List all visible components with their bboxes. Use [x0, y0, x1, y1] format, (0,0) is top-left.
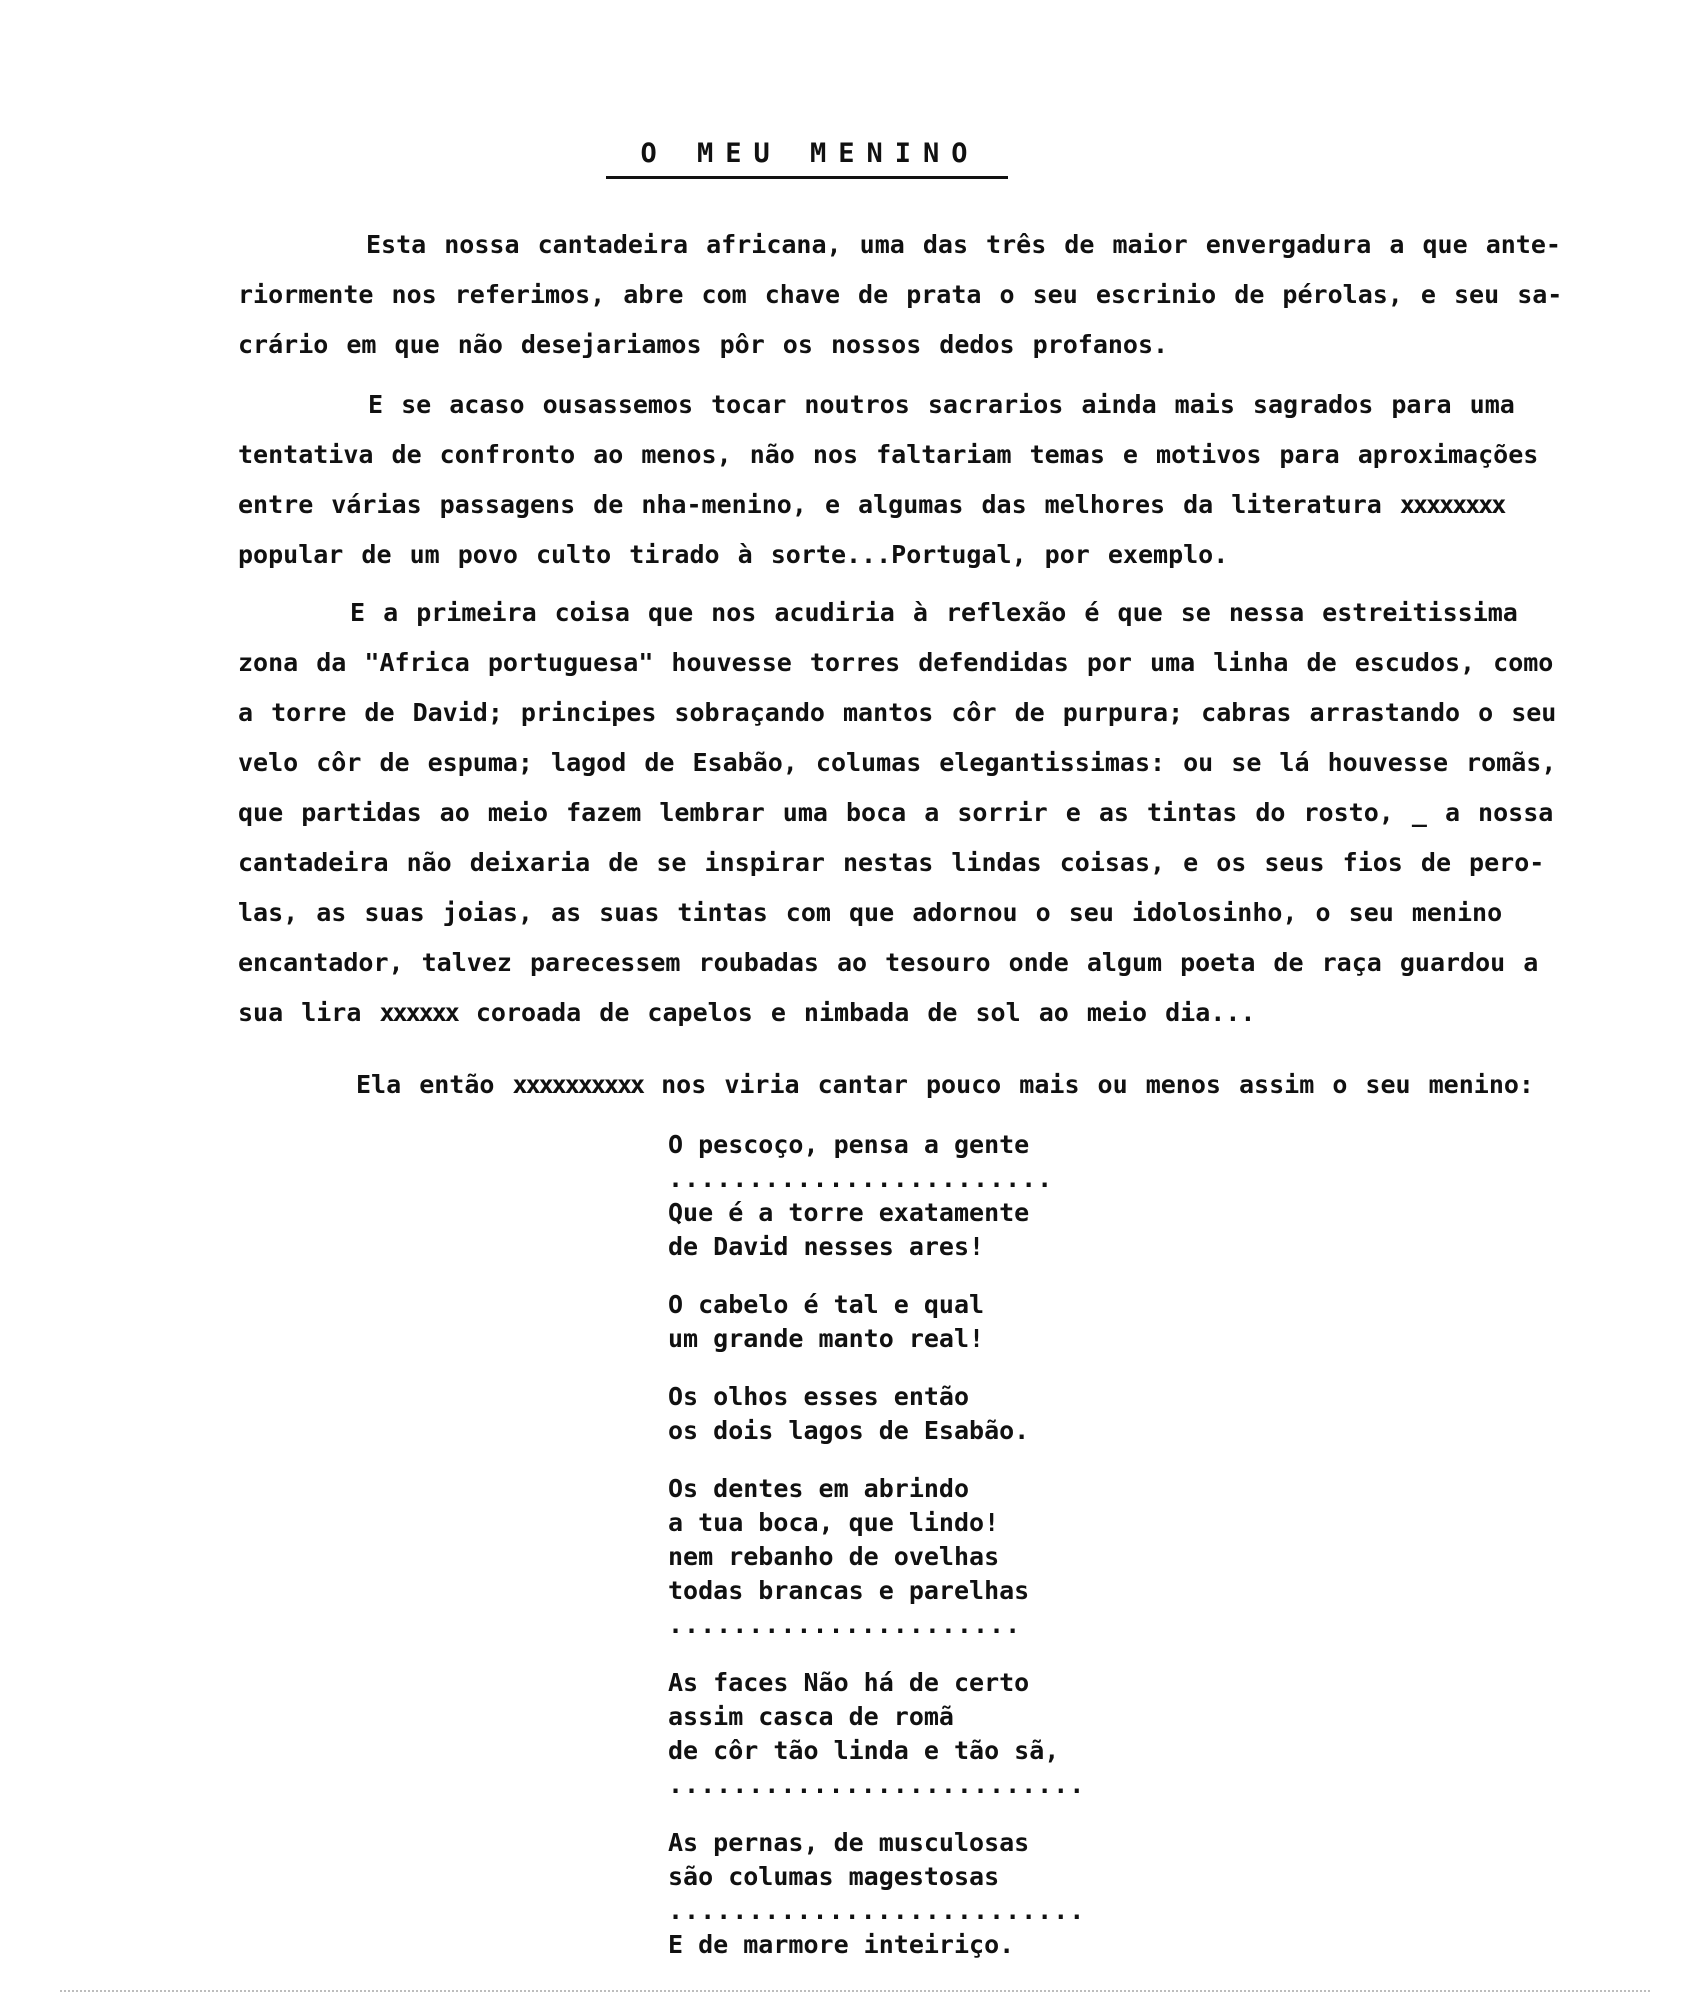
scan-edge-marks — [60, 1990, 1650, 1996]
text-line: tentativa de confronto ao menos, não nos faltariam temas e motivos para aproximações — [238, 440, 1539, 469]
struck-out-word: xxxxxx — [379, 998, 458, 1027]
poem-stanza — [668, 1666, 1188, 1802]
poem-line: Que é a torre exatamente — [668, 1198, 1030, 1227]
text-segment: Ela então — [356, 1070, 495, 1099]
text-segment: coroada de capelos e nimbada de sol ao meio dia... — [475, 998, 1256, 1027]
text-line: crário em que não desejariamos pôr os nossos dedos profanos. — [238, 330, 1169, 359]
poem-line: um grande manto real! — [668, 1324, 985, 1353]
paragraph-4 — [238, 1060, 1654, 1110]
paragraph-1 — [238, 220, 1654, 370]
poem-line: de David nesses ares! — [668, 1232, 985, 1261]
text-line: E se acaso ousassemos tocar noutros sacrarios ainda mais sagrados para uma — [368, 390, 1515, 419]
poem-line: As pernas, de musculosas — [668, 1828, 1030, 1857]
poem-line: nem rebanho de ovelhas — [668, 1542, 1000, 1571]
text-line: encantador, talvez parecessem roubadas ao tesouro onde algum poeta de raça guardou a — [238, 948, 1539, 977]
poem-line: assim casca de romã — [668, 1702, 954, 1731]
text-line: a torre de David; principes sobraçando mantos côr de purpura; cabras arrastando o seu — [238, 698, 1557, 727]
text-segment: sua lira — [238, 998, 362, 1027]
poem-stanza — [668, 1472, 1188, 1642]
poem-line: As faces Não há de certo — [668, 1668, 1030, 1697]
struck-out-word: xxxxxxxxxx — [512, 1070, 644, 1099]
text-line — [238, 480, 1654, 530]
ellipsis-line: ...................... — [668, 1610, 1022, 1639]
text-line: que partidas ao meio fazem lembrar uma boca a sorrir e as tintas do rosto, _ a nossa — [238, 798, 1554, 827]
poem-line: os dois lagos de Esabão. — [668, 1416, 1030, 1445]
text-segment: nos viria cantar pouco mais ou menos assim o seu menino: — [661, 1070, 1534, 1099]
poem-line: todas brancas e parelhas — [668, 1576, 1030, 1605]
poem-line: Os olhos esses então — [668, 1382, 970, 1411]
text-line: cantadeira não deixaria de se inspirar nestas lindas coisas, e os seus fios de pero- — [238, 848, 1545, 877]
paragraph-2 — [238, 380, 1654, 580]
text-line: riormente nos referimos, abre com chave de prata o seu escrinio de pérolas, e seu sa- — [238, 280, 1563, 309]
ellipsis-line: ........................ — [668, 1164, 1054, 1193]
ellipsis-line: .......................... — [668, 1770, 1086, 1799]
text-line: velo côr de espuma; lagod de Esabão, columas elegantissimas: ou se lá houvesse romãs, — [238, 748, 1557, 777]
poem-line: O pescoço, pensa a gente — [668, 1130, 1030, 1159]
poem-line: Os dentes em abrindo — [668, 1474, 970, 1503]
text-line: popular de um povo culto tirado à sorte...Portugal, por exemplo. — [238, 540, 1229, 569]
poem-stanza — [668, 1128, 1188, 1264]
title-underline — [606, 176, 1008, 179]
text-line: zona da "Africa portuguesa" houvesse torres defendidas por uma linha de escudos, como — [238, 648, 1554, 677]
text-line — [238, 988, 1654, 1038]
poem-line: E de marmore inteiriço. — [668, 1930, 1015, 1959]
poem-stanza — [668, 1826, 1188, 1962]
poem-line: O cabelo é tal e qual — [668, 1290, 985, 1319]
text-line: E a primeira coisa que nos acudiria à reflexão é que se nessa estreitissima — [350, 598, 1518, 627]
document-title: O MEU MENINO — [640, 138, 980, 169]
paragraph-3 — [238, 588, 1654, 1038]
text-line — [238, 1060, 1654, 1110]
poem — [668, 1128, 1188, 1986]
ellipsis-line: .......................... — [668, 1896, 1086, 1925]
poem-stanza — [668, 1288, 1188, 1356]
text-line: Esta nossa cantadeira africana, uma das três de maior envergadura a que ante- — [366, 230, 1561, 259]
text-segment: entre várias passagens de nha-menino, e algumas das melhores da literatura — [238, 490, 1382, 519]
text-line: las, as suas joias, as suas tintas com que adornou o seu idolosinho, o seu menino — [238, 898, 1503, 927]
poem-stanza — [668, 1380, 1188, 1448]
poem-line: de côr tão linda e tão sã, — [668, 1736, 1060, 1765]
poem-line: a tua boca, que lindo! — [668, 1508, 1000, 1537]
struck-out-word: xxxxxxxx — [1399, 490, 1505, 519]
poem-line: são columas magestosas — [668, 1862, 1000, 1891]
